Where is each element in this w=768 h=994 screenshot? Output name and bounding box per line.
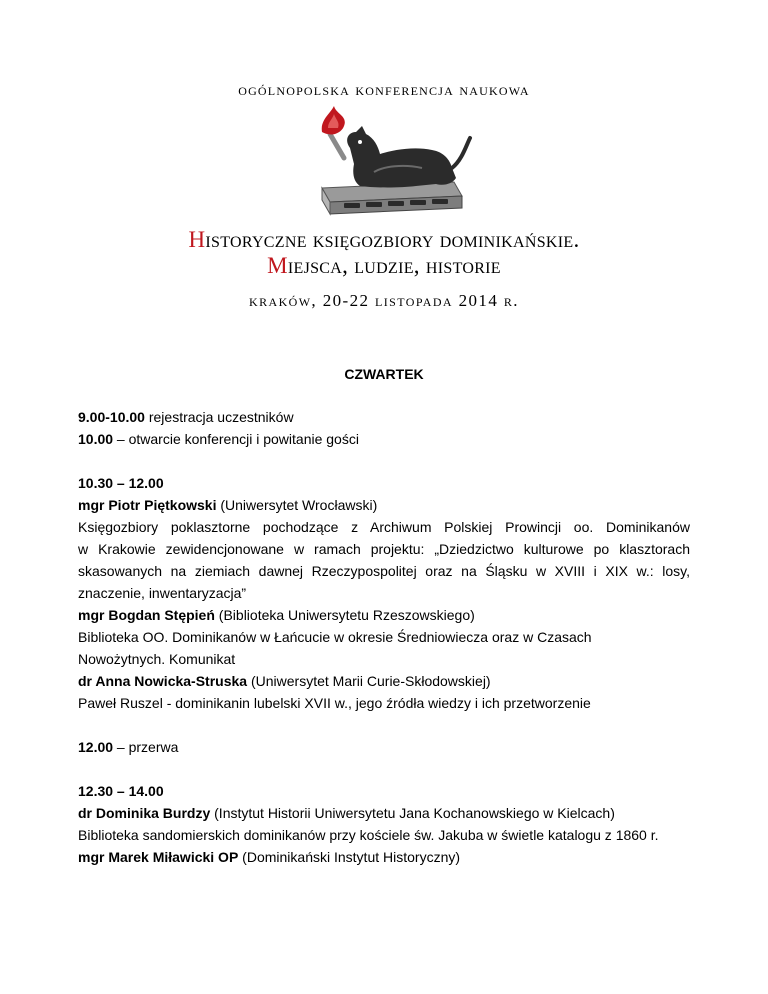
schedule <box>78 406 690 868</box>
session-time: 10.30 – 12.00 <box>78 475 164 491</box>
session-time: 12.30 – 14.00 <box>78 783 164 799</box>
speaker-line: dr Anna Nowicka-Struska (Uniwersytet Marii Curie-Skłodowskiej) <box>78 673 491 689</box>
conference-title-line-2: Miejsca, ludzie, historie <box>267 253 501 278</box>
speaker-line: mgr Marek Miławicki OP (Dominikański Instytut Historyczny) <box>78 849 461 865</box>
talk-title-line: znaczenie, inwentaryzacja” <box>78 585 247 601</box>
talk-title-line: w Krakowie zewidencjonowane w ramach projektu: „Dziedzictwo kulturowe po klasztorach <box>78 541 690 557</box>
registration-item: 9.00-10.00 rejestracja uczestników <box>78 409 294 425</box>
speaker-line: mgr Bogdan Stępień (Biblioteka Uniwersytetu Rzeszowskiego) <box>78 607 475 623</box>
talk-title-line: Paweł Ruszel - dominikanin lubelski XVII w., jego źródła wiedzy i ich przetworzenie <box>78 695 591 711</box>
speaker-line: dr Dominika Burdzy (Instytut Historii Uniwersytetu Jana Kochanowskiego w Kielcach) <box>78 805 615 821</box>
day-heading: CZWARTEK <box>344 366 424 382</box>
talk-title-line: Księgozbiory poklasztorne pochodzące z Archiwum Polskiej Prowincji oo. Dominikanów <box>78 519 690 535</box>
conference-type: ogólnopolska konferencja naukowa <box>238 80 530 99</box>
talk-title-line: skasowanych na ziemiach dawnej Rzeczypospolitej oraz na Śląsku w XVIII i XIX w.: losy, <box>78 563 690 579</box>
dog-with-torch-logo-icon <box>304 102 476 220</box>
talk-title-line: Biblioteka sandomierskich dominikanów przy kościele św. Jakuba w świetle katalogu z 1860 r. <box>78 827 659 843</box>
opening-item: 10.00 – otwarcie konferencji i powitanie gości <box>78 431 359 447</box>
speaker-line: mgr Piotr Piętkowski (Uniwersytet Wrocławski) <box>78 497 378 513</box>
talk-title-line: Nowożytnych. Komunikat <box>78 651 236 667</box>
talk-title-line: Biblioteka OO. Dominikanów w Łańcucie w okresie Średniowiecza oraz w Czasach <box>78 629 592 645</box>
place-date: kraków, 20-22 listopada 2014 r. <box>249 291 519 310</box>
break-item: 12.00 – przerwa <box>78 739 179 755</box>
conference-title-line-1: Historyczne księgozbiory dominikańskie. <box>188 227 580 252</box>
